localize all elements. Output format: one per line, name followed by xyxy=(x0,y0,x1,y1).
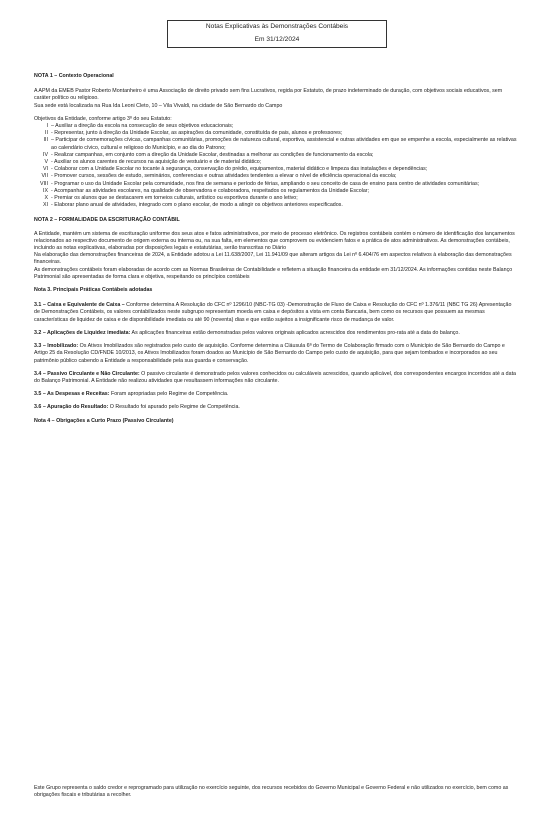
objective-item: III – Participar de comemorações cívicas, campanhas comunitárias, promoções de natureza cultural, esportiva, assistencial e outras atividades em que se empenhe a escola, especialmente as relativas ao calendário cívico, cultural e religioso do Município, e ao dia do Patrono; xyxy=(43,137,517,151)
nota1-address: Sua sede está localizada na Rua Ida Leoni Cleto, 10 – Vila Vivaldi, na cidade de São Bernardo do Campo xyxy=(34,102,283,109)
nota1-paragraph: A APM da EMEB Pastor Roberto Montanheiro é uma Associação de direito privado sem fins Lucrativos, regida por Estatuto, de prazo indeterminado de duração, com objetivos sociais educativos, sem caráter político ou religioso. xyxy=(34,88,503,102)
objective-item: V - Auxiliar os alunos carentes de recursos na aquisição de vestuário e de material didático; xyxy=(44,159,262,166)
objective-item: XI - Elaborar plano anual de atividades, integrado com o plano escolar, de modo a atingir os objetivos anteriores especificados. xyxy=(42,202,343,209)
nota3-heading: Nota 3. Principais Práticas Contábeis adotadas xyxy=(34,287,153,294)
nota3-item: 3.1 – Caixa e Equivalente de Caixa – Conforme determina A Resolução do CFC nº 1296/10 (NBC-TG 03) -Demonstração de Fluxo de Caixa e Resolução do CFC nº 1.376/11 (NBC TG 26) Apresentação de Demonstrações Contábeis, os valores contabilizados neste subgrupo representam moeda em caixa e depósitos a vista em conta Bancaria, bem como os recursos que possuem as mesmas características de liquidez de caixa e de disponibilidade imediata ou até 90 (noventa) dias e que estão sujeitos a insignificante risco de mudança de valor. xyxy=(34,302,512,323)
objective-item: I – Auxiliar a direção da escola na consecução de seus objetivos educacionais; xyxy=(46,123,234,130)
nota2-paragraph-2: Na elaboração das demonstrações financeiras de 2024, a Entidade adotou a Lei 11.638/2007, Lei 11.941/09 que alteram artigos da Lei nº 6.404/76 em aspectos relativos à elaboração das demonstrações financeiras. xyxy=(34,252,512,266)
objectives-list xyxy=(34,123,518,209)
nota2-heading: NOTA 2 – FORMALIDADE DA ESCRITURAÇÃO CONTÁBIL xyxy=(34,217,180,224)
document-title-box xyxy=(167,20,387,48)
nota3-item: 3.5 – As Despesas e Receitas: Foram apropriadas pelo Regime de Competência. xyxy=(34,391,229,398)
objective-item: X - Premiar os alunos que se destacarem em torneios culturais, artístico ou esportivos durante o ano letivo; xyxy=(44,195,298,202)
nota4-paragraph: Este Grupo representa o saldo credor e reprogramado para utilização no exercício seguinte, dos recursos recebidos do Governo Municipal e Governo Federal e não utilizados no exercício, bem como as obrigações fiscais e tributárias a recolher. xyxy=(34,785,509,799)
document-date: Em 31/12/2024 xyxy=(254,35,300,43)
objective-item: VI - Colaborar com a Unidade Escolar no tocante à segurança, conservação do prédio, equipamentos, material didático e limpeza das instalações e dependências; xyxy=(42,166,428,173)
nota2-paragraph-1: A Entidade, mantém um sistema de escrituração uniforme dos seus atos e fatos administrativos, por meio de processo eletrônico. Os registros contábeis contém o número de identificação dos lançamentos relacionados ao respectivo documento de origem externa ou interna ou, na sua falta, em elementos que comprovem ou evidenciem fatos e a prática de atos administrativos. As demonstrações contábeis, incluindo as notas explicativas, elaboradas por disposições legais e estatutárias, serão transcritas no Diário xyxy=(34,230,515,252)
nota3-item: 3.6 – Apuração do Resultado: O Resultado foi apurado pelo Regime de Competência. xyxy=(34,404,240,411)
document-body xyxy=(34,73,518,425)
nota3-item: 3.4 – Passivo Circulante e Não Circulante: O passivo circulante é demonstrado pelos valores conhecidos ou calculáveis acrescidos, quando aplicável, dos correspondentes encargos incorridos até a data do Balanço Patrimonial. A Entidade não realizou atividades que resultassem informações não circulante. xyxy=(34,370,516,384)
nota3-item: 3.3 – Imobilizado: Os Ativos Imobilizados são registrados pelo custo de aquisição. Conforme determina a Cláusula 6ª do Termo de Colaboração firmado com o Município de São Bernardo do Campo e Artigo 25 da Resolução CD/FNDE 10/2013, os Ativos Imobilizados foram doados ao Município de São Bernardo do Campo pelo custo de aquisição, para que sejam tombados e incorporados ao seu patrimônio público cabendo a Entidade a responsabilidade pela sua guarda e conservação. xyxy=(34,343,505,364)
nota1-heading: NOTA 1 – Contexto Operacional xyxy=(34,73,114,79)
nota2-paragraph-3: As demonstrações contábeis foram elaboradas de acordo com as Normas Brasileiras de Contabilidade e refletem a situação financeira da entidade em 31/12/2024. As informações contidas neste Balanço Patrimonial são apresentadas de forma clara e objetiva, respeitando os princípios contábeis xyxy=(34,266,513,280)
objective-item: IV - Realizar campanhas, em conjunto com a direção da Unidade Escolar, destinadas a melhorar as condições de funcionamento da escola; xyxy=(42,151,374,158)
nota4-heading: Nota 4 – Obrigações a Curto Prazo (Passivo Circulante) xyxy=(34,417,174,424)
objective-item: VIII - Programar o uso da Unidade Escolar pela comunidade, nos fins de semana e período de férias, ampliando o seu conceito de casa de ensino para centro de atividades comunitárias; xyxy=(40,180,480,187)
objectives-intro: Objetivos da Entidade, conforme artigo 3º do seu Estatuto: xyxy=(34,115,172,122)
objective-item: VII - Promover cursos, sessões de estudo, seminários, conferencias e outras atividades tendentes a elevar o nível de eficiência operacional da escola; xyxy=(41,173,397,180)
document-title: Notas Explicativas às Demonstrações Contábeis xyxy=(205,23,349,30)
objective-item: II - Representar, junto à direção da Unidade Escolar, as aspirações da comunidade, constituída de pais, alunos e professores; xyxy=(45,130,343,137)
objective-item: IX - Acompanhar as atividades escolares, na qualidade de observadora e colaboradora, respeitados os regulamentos da Unidade Escolar; xyxy=(42,187,370,194)
nota3-item: 3.2 – Aplicações de Liquidez imediata: As aplicações financeiras estão demonstradas pelos valores originais aplicados acrescidos dos rendimentos pro-rata até a data do balanço. xyxy=(34,329,460,336)
